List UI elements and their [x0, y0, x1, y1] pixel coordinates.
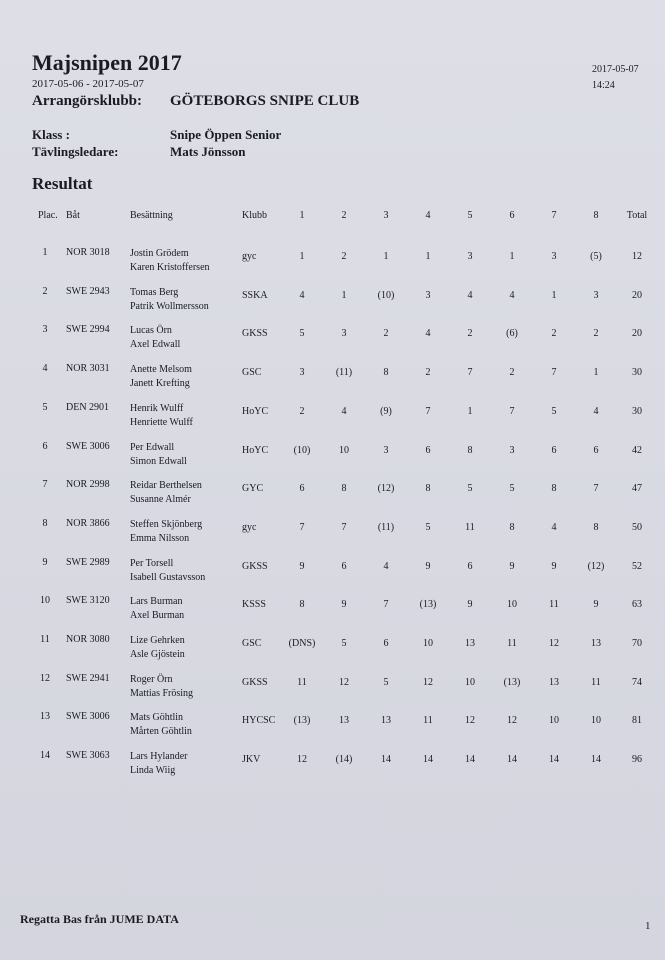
- race-1-score: 11: [297, 677, 307, 688]
- race-2-score: 12: [339, 677, 349, 688]
- club: GKSS: [242, 677, 268, 688]
- crew-crew: Simon Edwall: [130, 456, 187, 467]
- race-4-score: 5: [425, 522, 431, 533]
- crew-helm: Per Torsell: [130, 558, 174, 569]
- race-4-score: 14: [423, 754, 433, 765]
- crew-helm: Tomas Berg: [130, 287, 179, 298]
- race-1-score: 4: [299, 290, 305, 301]
- race-4-score: 8: [425, 483, 431, 494]
- placing: 12: [40, 673, 50, 684]
- race-4-score: 6: [425, 445, 431, 456]
- race-officer-label: Tävlingsledare:: [32, 144, 119, 159]
- race-4-score: 11: [423, 715, 433, 726]
- race-4-score: 10: [423, 638, 433, 649]
- race-6-score: 2: [509, 367, 515, 378]
- boat-number: NOR 3080: [66, 634, 110, 645]
- race-5-score: 5: [467, 483, 473, 494]
- race-7-score: 5: [551, 406, 557, 417]
- column-header: Båt: [66, 210, 80, 221]
- race-1-score: 2: [299, 406, 305, 417]
- race-5-score: 13: [465, 638, 475, 649]
- column-header: 7: [551, 210, 557, 221]
- race-7-score: 6: [551, 445, 557, 456]
- race-1-score: (13): [293, 715, 311, 726]
- race-6-score: 11: [507, 638, 517, 649]
- crew-helm: Anette Melsom: [130, 364, 192, 375]
- race-6-score: 7: [509, 406, 515, 417]
- crew-crew: Axel Edwall: [130, 339, 181, 350]
- race-6-score: 12: [507, 715, 517, 726]
- race-3-score: 6: [383, 638, 389, 649]
- total-score: 47: [632, 483, 642, 494]
- race-4-score: 4: [425, 328, 431, 339]
- crew-helm: Steffen Skjönberg: [130, 519, 203, 530]
- race-4-score: 12: [423, 677, 433, 688]
- total-score: 20: [632, 290, 642, 301]
- race-2-score: 10: [339, 445, 349, 456]
- race-2-score: 9: [341, 599, 347, 610]
- race-2-score: 13: [339, 715, 349, 726]
- boat-number: SWE 3063: [66, 750, 110, 761]
- race-1-score: 6: [299, 483, 305, 494]
- race-6-score: 9: [509, 561, 515, 572]
- race-2-score: 2: [341, 251, 347, 262]
- crew-helm: Lars Hylander: [130, 751, 188, 762]
- crew-helm: Roger Örn: [130, 674, 173, 685]
- race-2-score: 8: [341, 483, 347, 494]
- total-score: 52: [632, 561, 642, 572]
- total-score: 20: [632, 328, 642, 339]
- club: GSC: [242, 367, 262, 378]
- race-2-score: 1: [341, 290, 347, 301]
- club: GKSS: [242, 561, 268, 572]
- page-number: 1: [645, 920, 651, 932]
- column-header: Plac.: [38, 210, 58, 221]
- race-8-score: 4: [593, 406, 599, 417]
- total-score: 63: [632, 599, 642, 610]
- total-score: 42: [632, 445, 642, 456]
- race-7-score: 9: [551, 561, 557, 572]
- race-8-score: 11: [591, 677, 601, 688]
- placing: 3: [42, 324, 48, 335]
- race-1-score: 12: [297, 754, 307, 765]
- race-8-score: 8: [593, 522, 599, 533]
- crew-helm: Jostin Grödem: [130, 248, 189, 259]
- column-header: Besättning: [130, 210, 173, 221]
- crew-crew: Isabell Gustavsson: [130, 572, 206, 583]
- total-score: 70: [632, 638, 642, 649]
- race-2-score: 4: [341, 406, 347, 417]
- race-6-score: 14: [507, 754, 517, 765]
- race-8-score: 1: [593, 367, 599, 378]
- club: JKV: [242, 754, 261, 765]
- race-7-score: 10: [549, 715, 559, 726]
- race-4-score: 9: [425, 561, 431, 572]
- race-3-score: 2: [383, 328, 389, 339]
- race-7-score: 7: [551, 367, 557, 378]
- boat-number: SWE 3120: [66, 595, 110, 606]
- race-3-score: 8: [383, 367, 389, 378]
- race-2-score: (11): [335, 367, 353, 378]
- boat-number: SWE 2994: [66, 324, 110, 335]
- club: gyc: [242, 522, 257, 533]
- crew-helm: Reidar Berthelsen: [130, 480, 202, 491]
- race-8-score: 3: [593, 290, 599, 301]
- placing: 7: [42, 479, 48, 490]
- boat-number: SWE 2943: [66, 286, 110, 297]
- column-header: 5: [467, 210, 473, 221]
- club: SSKA: [242, 290, 268, 301]
- race-4-score: 7: [425, 406, 431, 417]
- race-6-score: 5: [509, 483, 515, 494]
- total-score: 50: [632, 522, 642, 533]
- placing: 9: [42, 557, 48, 568]
- total-score: 81: [632, 715, 642, 726]
- race-4-score: 2: [425, 367, 431, 378]
- column-header: 6: [509, 210, 515, 221]
- race-7-score: 11: [549, 599, 559, 610]
- boat-number: NOR 3031: [66, 363, 110, 374]
- crew-crew: Asle Gjöstein: [130, 649, 185, 660]
- race-5-score: 2: [467, 328, 473, 339]
- race-5-score: 1: [467, 406, 473, 417]
- race-3-score: (10): [377, 290, 395, 301]
- race-5-score: 8: [467, 445, 473, 456]
- crew-crew: Mattias Frösing: [130, 688, 194, 699]
- crew-helm: Lucas Örn: [130, 325, 172, 336]
- boat-number: SWE 2989: [66, 557, 110, 568]
- club: HoYC: [242, 445, 269, 456]
- boat-number: NOR 2998: [66, 479, 110, 490]
- placing: 14: [40, 750, 50, 761]
- race-8-score: 14: [591, 754, 601, 765]
- race-7-score: 2: [551, 328, 557, 339]
- column-header: Klubb: [242, 210, 267, 221]
- placing: 8: [42, 518, 48, 529]
- race-6-score: (13): [503, 677, 521, 688]
- race-1-score: (10): [293, 445, 311, 456]
- boat-number: DEN 2901: [66, 402, 110, 413]
- race-7-score: 3: [551, 251, 557, 262]
- race-2-score: 3: [341, 328, 347, 339]
- race-8-score: 2: [593, 328, 599, 339]
- race-8-score: (5): [590, 251, 602, 262]
- club: KSSS: [242, 599, 266, 610]
- race-2-score: 6: [341, 561, 347, 572]
- crew-crew: Janett Krefting: [130, 378, 190, 389]
- crew-crew: Henriette Wulff: [130, 417, 193, 428]
- class-value: Snipe Öppen Senior: [170, 127, 282, 142]
- crew-helm: Henrik Wulff: [130, 403, 184, 414]
- page-title: Majsnipen 2017: [32, 50, 182, 75]
- column-header: 8: [593, 210, 599, 221]
- column-header: Total: [626, 210, 648, 221]
- race-3-score: (12): [377, 483, 395, 494]
- placing: 2: [42, 286, 48, 297]
- boat-number: NOR 3018: [66, 247, 110, 258]
- event-dates: 2017-05-06 - 2017-05-07: [32, 78, 144, 90]
- club: gyc: [242, 251, 257, 262]
- boat-number: SWE 2941: [66, 673, 110, 684]
- race-7-score: 13: [549, 677, 559, 688]
- crew-crew: Mårten Göhtlin: [130, 726, 192, 737]
- race-8-score: 9: [593, 599, 599, 610]
- club: HoYC: [242, 406, 269, 417]
- race-6-score: 8: [509, 522, 515, 533]
- race-3-score: (9): [380, 406, 392, 417]
- race-3-score: 14: [381, 754, 391, 765]
- total-score: 12: [632, 251, 642, 262]
- race-8-score: 7: [593, 483, 599, 494]
- race-officer-value: Mats Jönsson: [170, 144, 246, 159]
- race-1-score: 7: [299, 522, 305, 533]
- race-7-score: 4: [551, 522, 557, 533]
- club: GSC: [242, 638, 262, 649]
- crew-helm: Mats Göhtlin: [130, 712, 184, 723]
- race-4-score: 3: [425, 290, 431, 301]
- race-5-score: 9: [467, 599, 473, 610]
- race-7-score: 8: [551, 483, 557, 494]
- race-6-score: 1: [509, 251, 515, 262]
- club: GYC: [242, 483, 264, 494]
- club: GKSS: [242, 328, 268, 339]
- race-8-score: (12): [587, 561, 605, 572]
- race-3-score: 5: [383, 677, 389, 688]
- race-5-score: 6: [467, 561, 473, 572]
- race-3-score: 4: [383, 561, 389, 572]
- total-score: 74: [632, 677, 642, 688]
- club: HYCSC: [242, 715, 276, 726]
- race-2-score: 5: [341, 638, 347, 649]
- crew-crew: Susanne Almér: [130, 494, 191, 505]
- race-5-score: 10: [465, 677, 475, 688]
- race-1-score: (DNS): [288, 638, 316, 649]
- print-date: 2017-05-07: [592, 64, 639, 75]
- column-header: 2: [341, 210, 347, 221]
- race-1-score: 3: [299, 367, 305, 378]
- race-3-score: 7: [383, 599, 389, 610]
- column-header: 3: [383, 210, 389, 221]
- race-1-score: 5: [299, 328, 305, 339]
- placing: 13: [40, 711, 50, 722]
- race-5-score: 4: [467, 290, 473, 301]
- boat-number: SWE 3006: [66, 441, 110, 452]
- race-1-score: 8: [299, 599, 305, 610]
- class-label: Klass :: [32, 127, 70, 142]
- race-3-score: 1: [383, 251, 389, 262]
- organizing-club-row: [32, 93, 360, 110]
- print-time: 14:24: [592, 80, 615, 91]
- crew-helm: Lize Gehrken: [130, 635, 185, 646]
- results-heading: Resultat: [32, 174, 93, 193]
- column-header: 4: [425, 210, 431, 221]
- total-score: 30: [632, 367, 642, 378]
- placing: 10: [40, 595, 50, 606]
- race-8-score: 13: [591, 638, 601, 649]
- placing: 6: [42, 441, 48, 452]
- race-5-score: 12: [465, 715, 475, 726]
- crew-crew: Linda Wiig: [130, 765, 176, 776]
- race-3-score: (11): [377, 522, 395, 533]
- crew-helm: Lars Burman: [130, 596, 183, 607]
- crew-helm: Per Edwall: [130, 442, 175, 453]
- placing: 11: [40, 634, 50, 645]
- crew-crew: Patrik Wollmersson: [130, 301, 209, 312]
- column-header: 1: [299, 210, 305, 221]
- race-2-score: 7: [341, 522, 347, 533]
- race-5-score: 3: [467, 251, 473, 262]
- race-7-score: 1: [551, 290, 557, 301]
- race-6-score: 10: [507, 599, 517, 610]
- boat-number: NOR 3866: [66, 518, 110, 529]
- total-score: 96: [632, 754, 642, 765]
- crew-crew: Axel Burman: [130, 610, 185, 621]
- boat-number: SWE 3006: [66, 711, 110, 722]
- race-5-score: 11: [465, 522, 475, 533]
- placing: 4: [42, 363, 48, 374]
- race-8-score: 10: [591, 715, 601, 726]
- race-4-score: (13): [419, 599, 437, 610]
- race-6-score: 4: [509, 290, 515, 301]
- race-6-score: (6): [506, 328, 518, 339]
- race-4-score: 1: [425, 251, 431, 262]
- race-8-score: 6: [593, 445, 599, 456]
- race-3-score: 3: [383, 445, 389, 456]
- race-7-score: 12: [549, 638, 559, 649]
- race-6-score: 3: [509, 445, 515, 456]
- race-3-score: 13: [381, 715, 391, 726]
- total-score: 30: [632, 406, 642, 417]
- race-5-score: 7: [467, 367, 473, 378]
- race-2-score: (14): [335, 754, 353, 765]
- race-7-score: 14: [549, 754, 559, 765]
- race-5-score: 14: [465, 754, 475, 765]
- organizing-club-value: GÖTEBORGS SNIPE CLUB: [170, 93, 360, 109]
- placing: 1: [42, 247, 48, 258]
- race-1-score: 1: [299, 251, 305, 262]
- crew-crew: Karen Kristoffersen: [130, 262, 210, 273]
- footer-text: Regatta Bas från JUME DATA: [20, 912, 179, 926]
- race-1-score: 9: [299, 561, 305, 572]
- crew-crew: Emma Nilsson: [130, 533, 190, 544]
- placing: 5: [42, 402, 48, 413]
- organizing-club-label: Arrangörsklubb:: [32, 93, 143, 109]
